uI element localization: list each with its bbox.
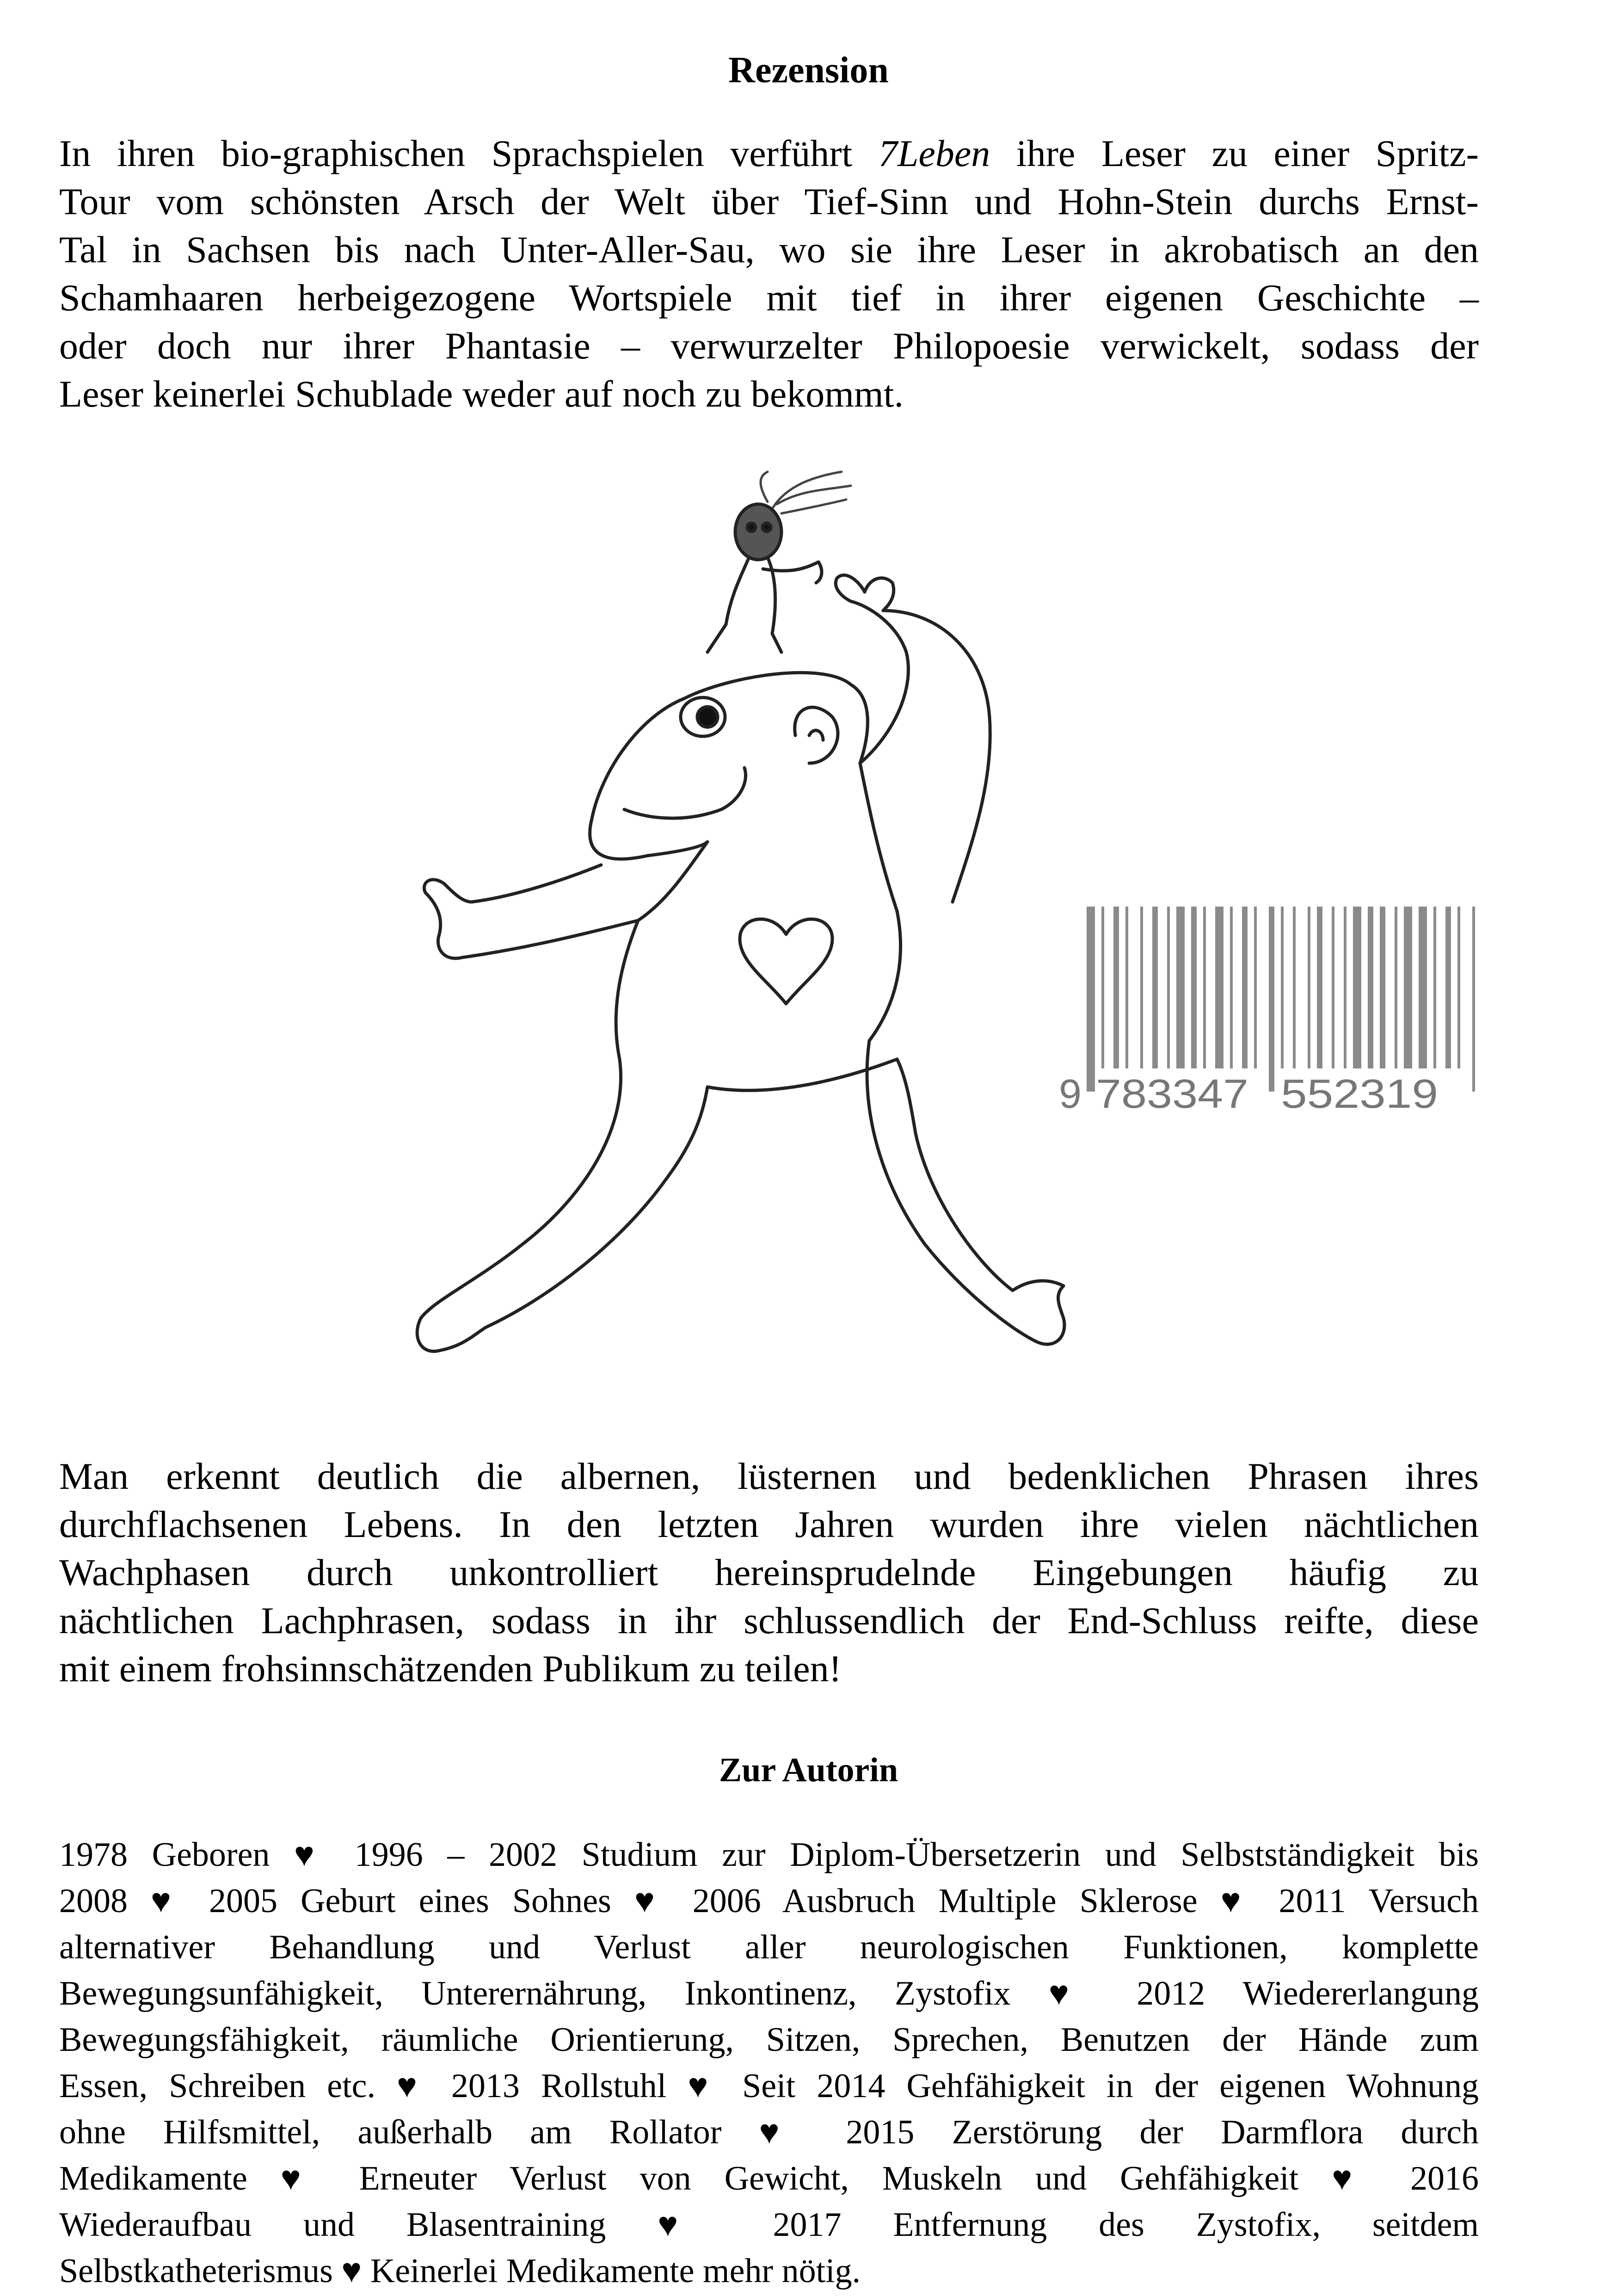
barcode-digits-right: 552319 xyxy=(1281,1071,1438,1117)
author-bio-line: Bewegungsunfähigkeit, Unterernährung, Inkontinenz, Zystofix ♥ 2012 Wiedererlangung xyxy=(59,1975,1479,2012)
review-paragraph-2-line: durchflachsenen Lebens. In den letzten Jahren wurden ihre vielen nächtlichen xyxy=(59,1503,1479,1545)
author-pen-name: 7Leben xyxy=(878,132,990,174)
barcode-bar xyxy=(1293,907,1296,1068)
author-bio-line: Wiederaufbau und Blasentraining ♥ 2017 Entfernung des Zystofix, seitdem xyxy=(59,2206,1479,2244)
barcode-bar xyxy=(1395,907,1397,1068)
barcode-bars xyxy=(1087,907,1475,1092)
barcode-bar xyxy=(1457,907,1460,1068)
barcode-bar xyxy=(1317,907,1322,1068)
barcode-bar xyxy=(1281,907,1284,1068)
barcode-bar xyxy=(1242,907,1248,1068)
barcode-bar xyxy=(1368,907,1373,1068)
review-paragraph-1-line xyxy=(59,130,1479,178)
barcode-bar xyxy=(1203,907,1206,1068)
barcode-bar xyxy=(1419,907,1427,1068)
review-paragraph-1-line: Tal in Sachsen bis nach Unter-Aller-Sau, wo sie ihre Leser in akrobatisch an den xyxy=(59,228,1479,271)
review-paragraph-1-line: Leser keinerlei Schublade weder auf noch zu bekommt. xyxy=(59,373,904,415)
barcode-bar xyxy=(1140,907,1143,1068)
author-bio-line: Selbstkatheterismus ♥ Keinerlei Medikamente mehr nötig. xyxy=(59,2252,861,2290)
dancing-figure-sketch-icon xyxy=(407,458,1147,1448)
barcode-bar xyxy=(1254,907,1257,1068)
author-bio-line: Medikamente ♥ Erneuter Verlust von Gewicht, Muskeln und Gehfähigkeit ♥ 2016 xyxy=(59,2160,1479,2197)
barcode-bar xyxy=(1125,907,1128,1068)
barcode-bar xyxy=(1472,907,1475,1092)
review-paragraph-2-line: Man erkennt deutlich die albernen, lüsternen und bedenklichen Phrasen ihres xyxy=(59,1455,1479,1497)
barcode-bar xyxy=(1344,907,1346,1068)
author-heading: Zur Autorin xyxy=(719,1751,898,1789)
barcode-bar xyxy=(1404,907,1412,1068)
author-bio xyxy=(59,1832,1479,2294)
review-heading: Rezension xyxy=(728,50,889,91)
barcode-bar xyxy=(1101,907,1104,1068)
barcode-digit-lead: 9 xyxy=(1059,1071,1082,1117)
barcode-bar xyxy=(1152,907,1158,1068)
barcode-digits-left: 783347 xyxy=(1096,1071,1248,1117)
review-paragraph-1-text: ihre Leser zu einer Spritz- xyxy=(990,132,1479,174)
review-paragraph-2 xyxy=(59,1452,1479,1693)
barcode-bar xyxy=(1353,907,1361,1068)
barcode-bar xyxy=(1215,907,1224,1068)
review-paragraph-1-line: Schamhaaren herbeigezogene Wortspiele mit tief in ihrer eigenen Geschichte – xyxy=(59,277,1479,319)
review-paragraph-2-line: nächtlichen Lachphrasen, sodass in ihr schlussendlich der End-Schluss reifte, diese xyxy=(59,1599,1479,1642)
review-paragraph-2-line: mit einem frohsinnschätzenden Publikum zu teilen! xyxy=(59,1648,842,1690)
barcode-bar xyxy=(1445,907,1451,1068)
barcode-bar xyxy=(1167,907,1170,1068)
author-bio-line: alternativer Behandlung und Verlust aller neurologischen Funktionen, komplette xyxy=(59,1928,1479,1966)
review-paragraph-1-text: In ihren bio-graphischen Sprachspielen verführt xyxy=(59,132,879,174)
author-bio-line: ohne Hilfsmittel, außerhalb am Rollator ♥ 2015 Zerstörung der Darmflora durch xyxy=(59,2113,1479,2151)
review-paragraph-1 xyxy=(59,130,1479,418)
author-bio-line: 2008 ♥ 2005 Geburt eines Sohnes ♥ 2006 Ausbruch Multiple Sklerose ♥ 2011 Versuch xyxy=(59,1882,1479,1920)
barcode-bar xyxy=(1332,907,1334,1068)
barcode-bar xyxy=(1087,907,1095,1092)
author-bio-line: 1978 Geboren ♥ 1996 – 2002 Studium zur Diplom-Übersetzerin und Selbstständigkeit bis xyxy=(59,1836,1479,1874)
barcode-bar xyxy=(1308,907,1310,1068)
author-bio-line: Bewegungsfähigkeit, räumliche Orientierung, Sitzen, Sprechen, Benutzen der Hände zum xyxy=(59,2021,1479,2059)
author-bio-line: Essen, Schreiben etc. ♥ 2013 Rollstuhl ♥ Seit 2014 Gehfähigkeit in der eigenen Wohnung xyxy=(59,2067,1479,2105)
barcode-bar xyxy=(1230,907,1233,1068)
review-paragraph-1-line: oder doch nur ihrer Phantasie – verwurzelter Philopoesie verwickelt, sodass der xyxy=(59,325,1479,367)
review-paragraph-1-line: Tour vom schönsten Arsch der Welt über Tief-Sinn und Hohn-Stein durchs Ernst- xyxy=(59,180,1479,222)
barcode-bar xyxy=(1380,907,1385,1068)
barcode-bar xyxy=(1176,907,1185,1068)
barcode-bar xyxy=(1191,907,1197,1068)
isbn-barcode xyxy=(1059,907,1480,1119)
barcode-bar xyxy=(1269,907,1274,1092)
barcode-bar xyxy=(1113,907,1119,1068)
review-paragraph-2-line: Wachphasen durch unkontrolliert hereinsprudelnde Eingebungen häufig zu xyxy=(59,1551,1479,1593)
barcode-bar xyxy=(1433,907,1436,1068)
